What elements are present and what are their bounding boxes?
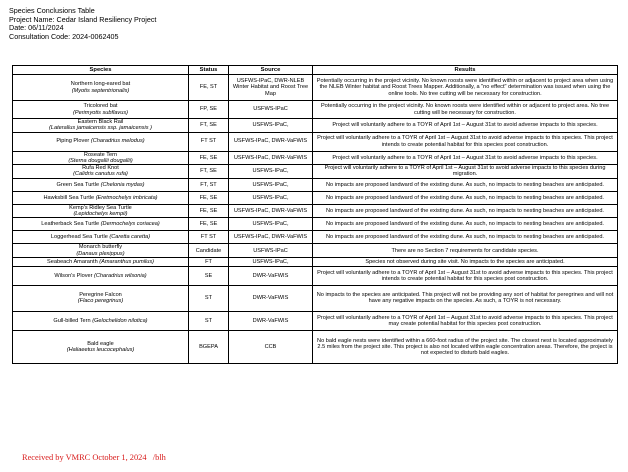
- status-cell: SE: [189, 266, 229, 285]
- status-cell: BGEPA: [189, 330, 229, 363]
- status-cell: ST: [189, 311, 229, 330]
- species-cell: [13, 231, 189, 244]
- species-scientific-name: (Amaranthus pumilus): [99, 258, 154, 265]
- species-scientific-name: (Perimyotis subflavus): [72, 109, 129, 116]
- species-cell: [13, 285, 189, 311]
- species-common-name: Bald eagle: [87, 340, 114, 347]
- status-cell: FT, ST: [189, 178, 229, 191]
- species-common-name: Kemp's Ridley Sea Turtle: [69, 204, 132, 211]
- status-cell: FE, SE: [189, 191, 229, 204]
- species-scientific-name: (Danaus plexippus): [76, 250, 125, 257]
- results-cell: No impacts to the species are anticipated. This project will not be providing any sort of habitat for peregrines and will not have any negative impacts on the species. As such, a TOYR is not necessary.: [313, 285, 618, 311]
- document-header: [9, 7, 156, 41]
- species-scientific-name: (Caretta caretta): [109, 234, 151, 241]
- source-cell: USFWS-IPaC, DWR-VaFWIS: [229, 204, 313, 218]
- source-cell: USFWS-IPaC,: [229, 257, 313, 266]
- column-header-source: Source: [229, 66, 313, 75]
- species-common-name: Tricolored bat: [83, 103, 118, 110]
- species-cell: [13, 119, 189, 133]
- species-cell: [13, 132, 189, 151]
- source-cell: USFWS-IPaC: [229, 244, 313, 258]
- source-cell: DWR-VaFWIS: [229, 285, 313, 311]
- status-cell: FE, SE: [189, 151, 229, 165]
- species-common-name: Green Sea Turtle: [56, 181, 100, 188]
- species-scientific-name: (Charadrius wilsonia): [94, 272, 147, 279]
- project-name: Project Name: Cedar Island Resiliency Project: [9, 14, 157, 24]
- species-common-name: Gull-billed Tern: [53, 317, 91, 324]
- species-conclusions-table: [12, 65, 618, 364]
- status-cell: FT, SE: [189, 119, 229, 133]
- results-cell: No impacts are proposed landward of the existing dune. As such, no impacts to nesting beaches are anticipated.: [313, 178, 618, 191]
- species-cell: [13, 244, 189, 258]
- table-row: [13, 311, 618, 330]
- table-row: [13, 266, 618, 285]
- species-cell: [13, 257, 189, 266]
- table-row: [13, 119, 618, 133]
- results-cell: Potentially occurring in the project vicinity. No known roosts were identified within or adjacent to project area. No tree cutting will be necessary for construction.: [313, 101, 618, 119]
- table-row: [13, 75, 618, 101]
- species-cell: [13, 101, 189, 119]
- species-common-name: Northern long-eared bat: [70, 81, 131, 88]
- document-date: Date: 06/11/2024: [9, 23, 64, 33]
- status-cell: FT: [189, 257, 229, 266]
- species-common-name: Loggerhead Sea Turtle: [50, 234, 108, 241]
- table-row: [13, 151, 618, 165]
- species-scientific-name: (Haliaeetus leucocephalus): [66, 346, 135, 353]
- table-row: [13, 178, 618, 191]
- source-cell: USFWS-IPaC: [229, 101, 313, 119]
- column-header-status: Status: [189, 66, 229, 75]
- status-cell: FT, SE: [189, 165, 229, 179]
- column-header-results: Results: [313, 66, 618, 75]
- species-common-name: Wilson's Plover: [54, 272, 93, 279]
- species-common-name: Seabeach Amaranth: [47, 258, 98, 265]
- table-row: [13, 231, 618, 244]
- results-cell: No impacts are proposed landward of the existing dune. As such, no impacts to nesting beaches are anticipated.: [313, 231, 618, 244]
- species-cell: [13, 311, 189, 330]
- species-common-name: Roseate Tern: [83, 151, 118, 158]
- species-scientific-name: (Laterallus jamaicensis ssp. jamaicensis ): [49, 125, 152, 132]
- species-scientific-name: (Eretmochelys imbricata): [95, 194, 158, 201]
- species-scientific-name: (Dermochelys coriacea): [100, 221, 160, 228]
- source-cell: USFWS-IPaC, DWR-VaFWIS: [229, 151, 313, 165]
- results-cell: No bald eagle nests were identified within a 660-foot radius of the project site. The closest nest is located approximately 2.5 miles from the project site. This project is also not located within eagle concentration areas. Therefore, the project is not expected to disturb bald eagles.: [313, 330, 618, 363]
- species-cell: [13, 178, 189, 191]
- species-cell: [13, 204, 189, 218]
- species-cell: [13, 165, 189, 179]
- status-cell: Candidate: [189, 244, 229, 258]
- received-stamp: Received by VMRC October 1, 2024 /blh: [22, 453, 166, 462]
- status-cell: FE, SE: [189, 204, 229, 218]
- results-cell: Project will voluntarily adhere to a TOYR of April 1st – August 31st to avoid adverse impacts to this species.: [313, 151, 618, 165]
- table-row: [13, 101, 618, 119]
- species-common-name: Piping Plover: [56, 138, 90, 145]
- source-cell: USFWS-IPaC, DWR-VaFWIS: [229, 231, 313, 244]
- species-cell: [13, 151, 189, 165]
- status-cell: FP, SE: [189, 101, 229, 119]
- table-row: [13, 244, 618, 258]
- source-cell: USFWS-IPaC,: [229, 165, 313, 179]
- results-cell: Species not observed during site visit. No impacts to the species are anticipated.: [313, 257, 618, 266]
- source-cell: USFWS-IPaC, DWR-NLEB Winter Habitat and Roost Tree Map: [229, 75, 313, 101]
- species-scientific-name: (Flaco peregrinus): [77, 298, 124, 305]
- results-cell: Project will voluntarily adhere to a TOYR of April 1st – August 31st to avoid adverse impacts to this species. This project may create potential habitat for this species post construction.: [313, 311, 618, 330]
- species-common-name: Rufa Red Knot: [82, 165, 119, 172]
- table-row: [13, 165, 618, 179]
- species-cell: [13, 75, 189, 101]
- consultation-code: Consultation Code: 2024-0062405: [9, 31, 119, 41]
- species-cell: [13, 218, 189, 231]
- table-row: [13, 218, 618, 231]
- results-cell: Project will voluntarily adhere to a TOYR of April 1st – August 31st to avoid adverse impacts to this species.: [313, 119, 618, 133]
- species-scientific-name: (Lepidochelys kempii): [73, 211, 128, 218]
- table-row: [13, 191, 618, 204]
- species-cell: [13, 266, 189, 285]
- species-scientific-name: (Calidris canutus rufa): [73, 171, 128, 178]
- table-row: [13, 204, 618, 218]
- results-cell: No impacts are proposed landward of the existing dune. As such, no impacts to nesting beaches are anticipated.: [313, 191, 618, 204]
- table-header-row: [13, 66, 618, 75]
- results-cell: There are no Section 7 requirements for candidate species.: [313, 244, 618, 258]
- status-cell: FT ST: [189, 132, 229, 151]
- results-cell: Project will voluntarily adhere to a TOYR of April 1st – August 31st to avoid adverse impacts to this species. This project intends to create potential habitat for this species post construction.: [313, 132, 618, 151]
- table-row: [13, 257, 618, 266]
- table-row: [13, 132, 618, 151]
- species-cell: [13, 330, 189, 363]
- species-common-name: Monarch butterfly: [78, 244, 123, 251]
- source-cell: USFWS-IPaC,: [229, 119, 313, 133]
- table-row: [13, 285, 618, 311]
- status-cell: FE, SE: [189, 218, 229, 231]
- status-cell: FT ST: [189, 231, 229, 244]
- column-header-species: Species: [13, 66, 189, 75]
- results-cell: Potentially occurring in the project vicinity. No known roosts were identified within or adjacent to project area when using the NLEB Winter habitat and Roost Trees Mapper. Additionally, a "no effect" determination was issued when using the online tools. No tree cutting will be necessary for construction.: [313, 75, 618, 101]
- source-cell: CCB: [229, 330, 313, 363]
- species-scientific-name: (Gelochelidon nilotica): [92, 317, 148, 324]
- species-common-name: Peregrine Falcon: [79, 292, 122, 299]
- species-common-name: Hawksbill Sea Turtle: [43, 194, 95, 201]
- results-cell: No impacts are proposed landward of the existing dune. As such, no impacts to nesting beaches are anticipated.: [313, 204, 618, 218]
- species-common-name: Leatherback Sea Turtle: [41, 221, 100, 228]
- source-cell: USFWS-IPaC,: [229, 191, 313, 204]
- species-cell: [13, 191, 189, 204]
- source-cell: USFWS-IPaC, DWR-VaFWIS: [229, 132, 313, 151]
- document-title: Species Conclusions Table: [9, 6, 95, 15]
- species-scientific-name: (Sterna dougallii dougallii): [68, 157, 133, 164]
- results-cell: Project will voluntarily adhere to a TOYR of April 1st – August 31st to avoid adverse impacts to this species. This project intends to create potential habitat for this species post construction.: [313, 266, 618, 285]
- species-scientific-name: (Chelonia mydas): [100, 181, 145, 188]
- source-cell: DWR-VaFWIS: [229, 311, 313, 330]
- source-cell: USFWS-IPaC,: [229, 218, 313, 231]
- source-cell: DWR-VaFWIS: [229, 266, 313, 285]
- status-cell: FE, ST: [189, 75, 229, 101]
- source-cell: USFWS-IPaC,: [229, 178, 313, 191]
- results-cell: Project will voluntarily adhere to a TOYR of April 1st – August 31st to avoid adverse impacts to this species during migration.: [313, 165, 618, 179]
- table-row: [13, 330, 618, 363]
- status-cell: ST: [189, 285, 229, 311]
- species-scientific-name: (Myotis septentrionalis): [71, 87, 130, 94]
- results-cell: No impacts are proposed landward of the existing dune. As such, no impacts to nesting beaches are anticipated.: [313, 218, 618, 231]
- species-common-name: Eastern Black Rail: [77, 119, 124, 125]
- species-scientific-name: (Charadrius melodus): [90, 138, 145, 145]
